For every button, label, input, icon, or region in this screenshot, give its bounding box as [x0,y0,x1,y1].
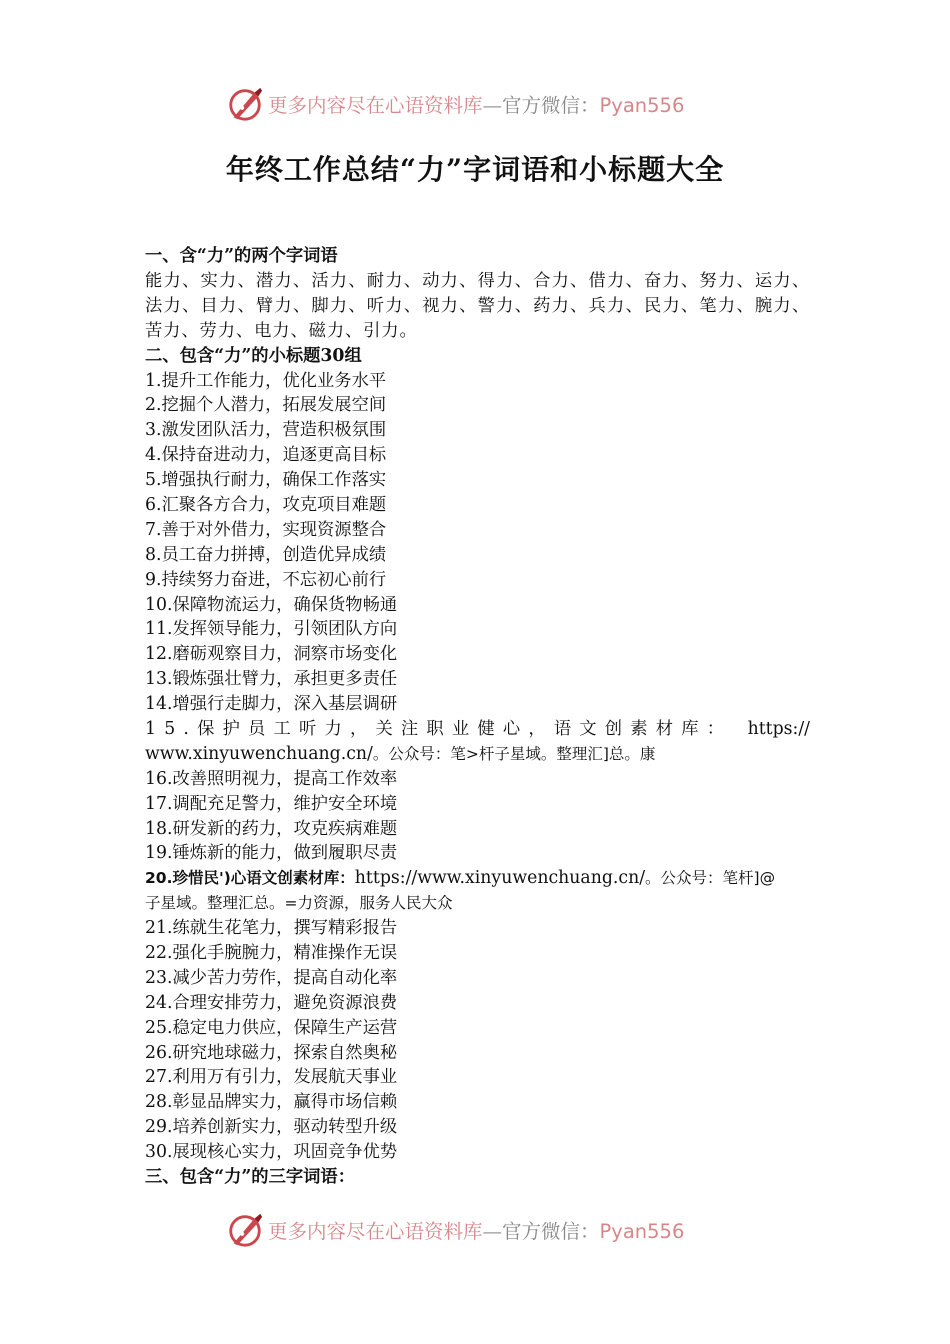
item15-text: 15.保护员工听力，关注职业健心，语文创素材库： [145,718,733,739]
section1-body: 能力、实力、潜力、活力、耐力、动力、得力、合力、借力、奋力、努力、运力、法力、目力、臂力、脚力、听力、视力、警力、药力、兵力、民力、笔力、腕力、苦力、劳力、电力、磁力、引力。 [145,270,810,341]
document-body [145,244,810,1190]
list-item: 19.锤炼新的能力，做到履职尽责 [145,843,398,864]
item15-url: www.xinyuwenchuang.cn/ [145,743,373,764]
list-item: 11.发挥领导能力，引领团队方向 [145,619,398,640]
item20-url: https://www.xinyuwenchuang.cn/ [354,868,646,889]
list-item: 8.员工奋力拼搏，创造优异成绩 [145,544,387,565]
list-item: 28.彰显品牌实力，赢得市场信赖 [145,1092,398,1113]
list-item: 1.提升工作能力，优化业务水平 [145,370,387,391]
header-watermark-banner [0,82,950,126]
list-item: 12.磨砺观察目力，洞察市场变化 [145,644,398,665]
list-item: 4.保持奋进动力，追逐更高目标 [145,445,387,466]
list-item: 22.强化手腕腕力，精准操作无误 [145,942,398,963]
list-item: 23.减少苦力劳作，提高自动化率 [145,967,398,988]
list-item: 13.锻炼强壮臂力，承担更多责任 [145,669,398,690]
list-item: 26.研究地球磁力，探索自然奥秘 [145,1042,398,1063]
document-title: 年终工作总结“力”字词语和小标题大全 [225,153,725,186]
items-list-21-30 [145,916,810,1165]
banner-contact-label: 官方微信： [502,94,600,117]
banner-site-text: 更多内容尽在心语资料库 [268,94,483,117]
list-item: 16.改善照明视力，提高工作效率 [145,768,398,789]
section3-heading: 三、包含“力”的三字词语： [145,1167,355,1187]
section2-heading: 二、包含“力”的小标题30组 [145,345,362,366]
banner-contact-label: 官方微信： [502,1220,600,1243]
list-item: 3.激发团队活力，营造积极氛围 [145,420,387,441]
banner-text [268,1216,684,1244]
banner-separator: — [482,1220,503,1243]
list-item: 29.培养创新实力，驱动转型升级 [145,1117,398,1138]
banner-separator: — [482,94,503,117]
pen-nib-circle-icon [226,1211,264,1249]
section1-heading: 一、含“力”的两个字词语 [145,246,338,266]
item15-url-start: https:// [747,718,810,739]
banner-text [268,90,684,118]
list-item: 6.汇聚各方合力，攻克项目难题 [145,494,387,515]
items-list-1-14 [145,369,810,717]
list-item-15-line1 [145,717,810,742]
list-item: 9.持续努力奋进，不忘初心前行 [145,569,387,590]
list-item: 7.善于对外借力，实现资源整合 [145,519,387,540]
banner-site-text: 更多内容尽在心语资料库 [268,1220,483,1243]
list-item: 18.研发新的药力，攻克疾病难题 [145,818,398,839]
list-item-15-line2 [145,742,810,767]
item20-text-b: 。公众号：笔杆]@ [645,869,776,888]
footer-watermark-banner [0,1208,950,1252]
list-item: 27.利用万有引力，发展航天事业 [145,1067,398,1088]
banner-wechat-id: Pyan556 [599,1220,685,1243]
list-item-20-line2: 子星域。整理汇总。=力资源，服务人民大众 [145,894,453,913]
banner-wechat-id: Pyan556 [599,94,685,117]
items-list-16-19 [145,767,810,867]
item15-rest: 。公众号：笔>杆子星域。整理汇]总。康 [372,744,656,763]
list-item: 17.调配充足警力，维护安全环境 [145,793,398,814]
list-item: 5.增强执行耐力，确保工作落实 [145,470,387,491]
list-item-20-line1 [145,866,810,891]
pen-nib-circle-icon [226,85,264,123]
list-item: 14.增强行走脚力，深入基层调研 [145,694,398,715]
list-item: 10.保障物流运力，确保货物畅通 [145,594,398,615]
list-item: 30.展现核心实力，巩固竞争优势 [145,1142,398,1163]
list-item: 24.合理安排劳力，避免资源浪费 [145,992,398,1013]
list-item: 2.挖掘个人潜力，拓展发展空间 [145,395,387,416]
list-item: 25.稳定电力供应，保障生产运营 [145,1017,398,1038]
item20-text-a: 20.珍惜民')心语文创素材库： [145,869,355,888]
list-item: 21.练就生花笔力，撰写精彩报告 [145,918,398,939]
